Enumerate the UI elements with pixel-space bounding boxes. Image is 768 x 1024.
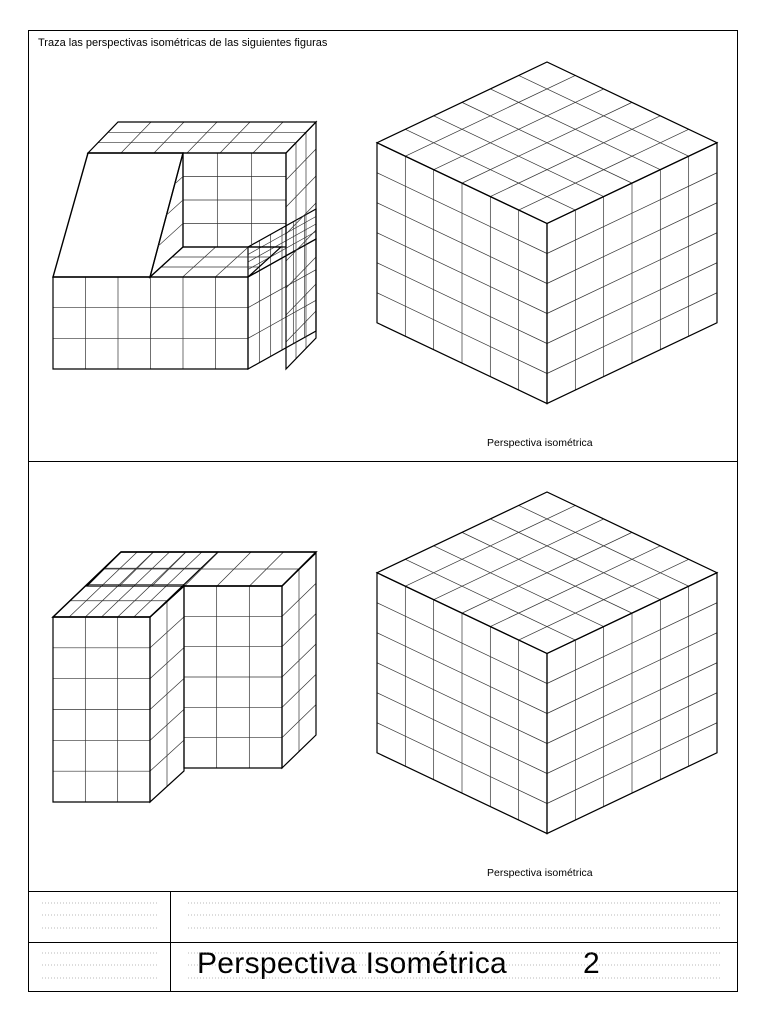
figure-2-grid — [377, 492, 717, 834]
figure-2-object — [53, 552, 316, 802]
instruction-text: Traza las perspectivas isométricas de las siguientes figuras — [38, 37, 328, 49]
caption-isometric-2: Perspectiva isométrica — [487, 867, 593, 879]
footer-number: 2 — [583, 947, 600, 980]
caption-isometric-1: Perspectiva isométrica — [487, 437, 593, 449]
figure-1-grid — [377, 62, 717, 404]
footer-title: Perspectiva Isométrica — [197, 947, 508, 980]
figure-1-object — [53, 122, 316, 369]
dotted-writing-lines — [42, 903, 722, 978]
